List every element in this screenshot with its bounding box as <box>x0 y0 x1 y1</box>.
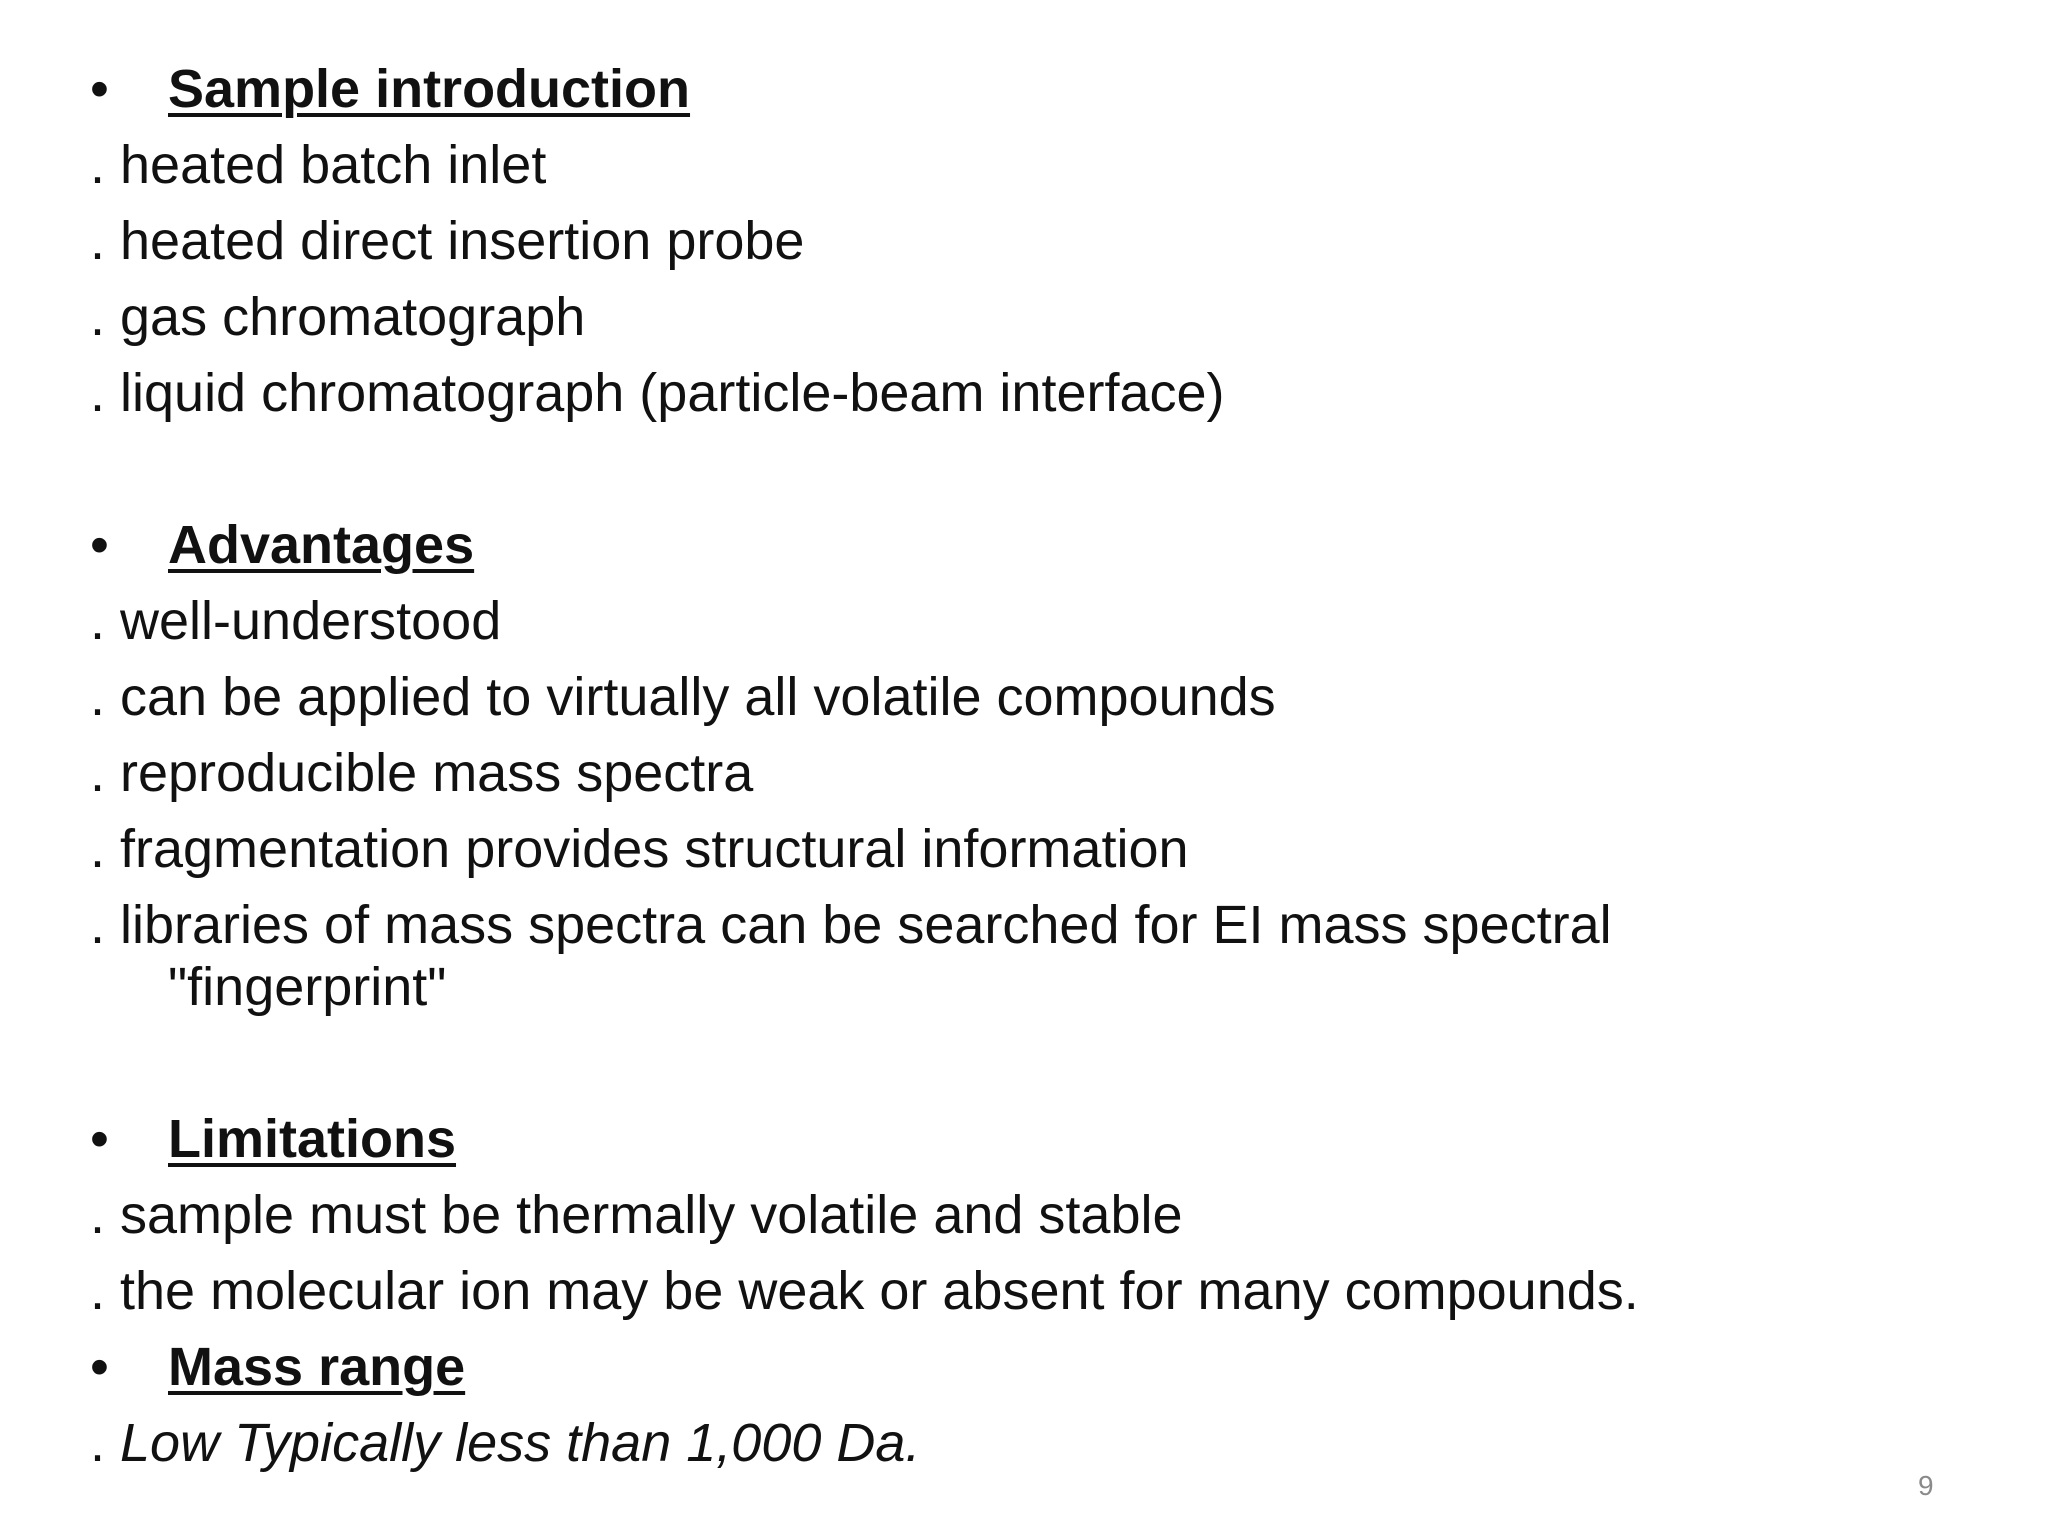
list-item-continuation: "fingerprint" <box>168 957 447 1017</box>
bullet-icon: • <box>90 1337 109 1397</box>
section-heading-sample-introduction <box>90 59 691 119</box>
list-item: . can be applied to virtually all volatile compounds <box>90 667 1276 727</box>
list-item: . the molecular ion may be weak or absent for many compounds. <box>90 1261 1639 1321</box>
section-heading-advantages <box>90 515 475 575</box>
section-heading-mass-range <box>90 1337 466 1397</box>
list-item: . libraries of mass spectra can be searched for EI mass spectral <box>90 895 1612 955</box>
item-prefix: . <box>90 1413 121 1473</box>
heading-text: Advantages <box>168 515 475 575</box>
list-item: . reproducible mass spectra <box>90 743 754 803</box>
list-item: . gas chromatograph <box>90 287 586 347</box>
bullet-icon: • <box>90 515 109 575</box>
item-italic-text: Low Typically less than 1,000 Da. <box>120 1413 921 1473</box>
list-item <box>90 1413 921 1473</box>
bullet-icon: • <box>90 1109 109 1169</box>
list-item: . well-understood <box>90 591 502 651</box>
heading-text: Sample introduction <box>168 59 691 119</box>
heading-text: Mass range <box>168 1337 466 1397</box>
page-number: 9 <box>1918 1470 1934 1501</box>
list-item: . sample must be thermally volatile and stable <box>90 1185 1183 1245</box>
list-item: . liquid chromatograph (particle-beam interface) <box>90 363 1225 423</box>
section-heading-limitations <box>90 1109 457 1169</box>
list-item: . heated batch inlet <box>90 135 547 195</box>
heading-text: Limitations <box>168 1109 457 1169</box>
list-item: . fragmentation provides structural information <box>90 819 1189 879</box>
bullet-icon: • <box>90 59 109 119</box>
list-item: . heated direct insertion probe <box>90 211 805 271</box>
